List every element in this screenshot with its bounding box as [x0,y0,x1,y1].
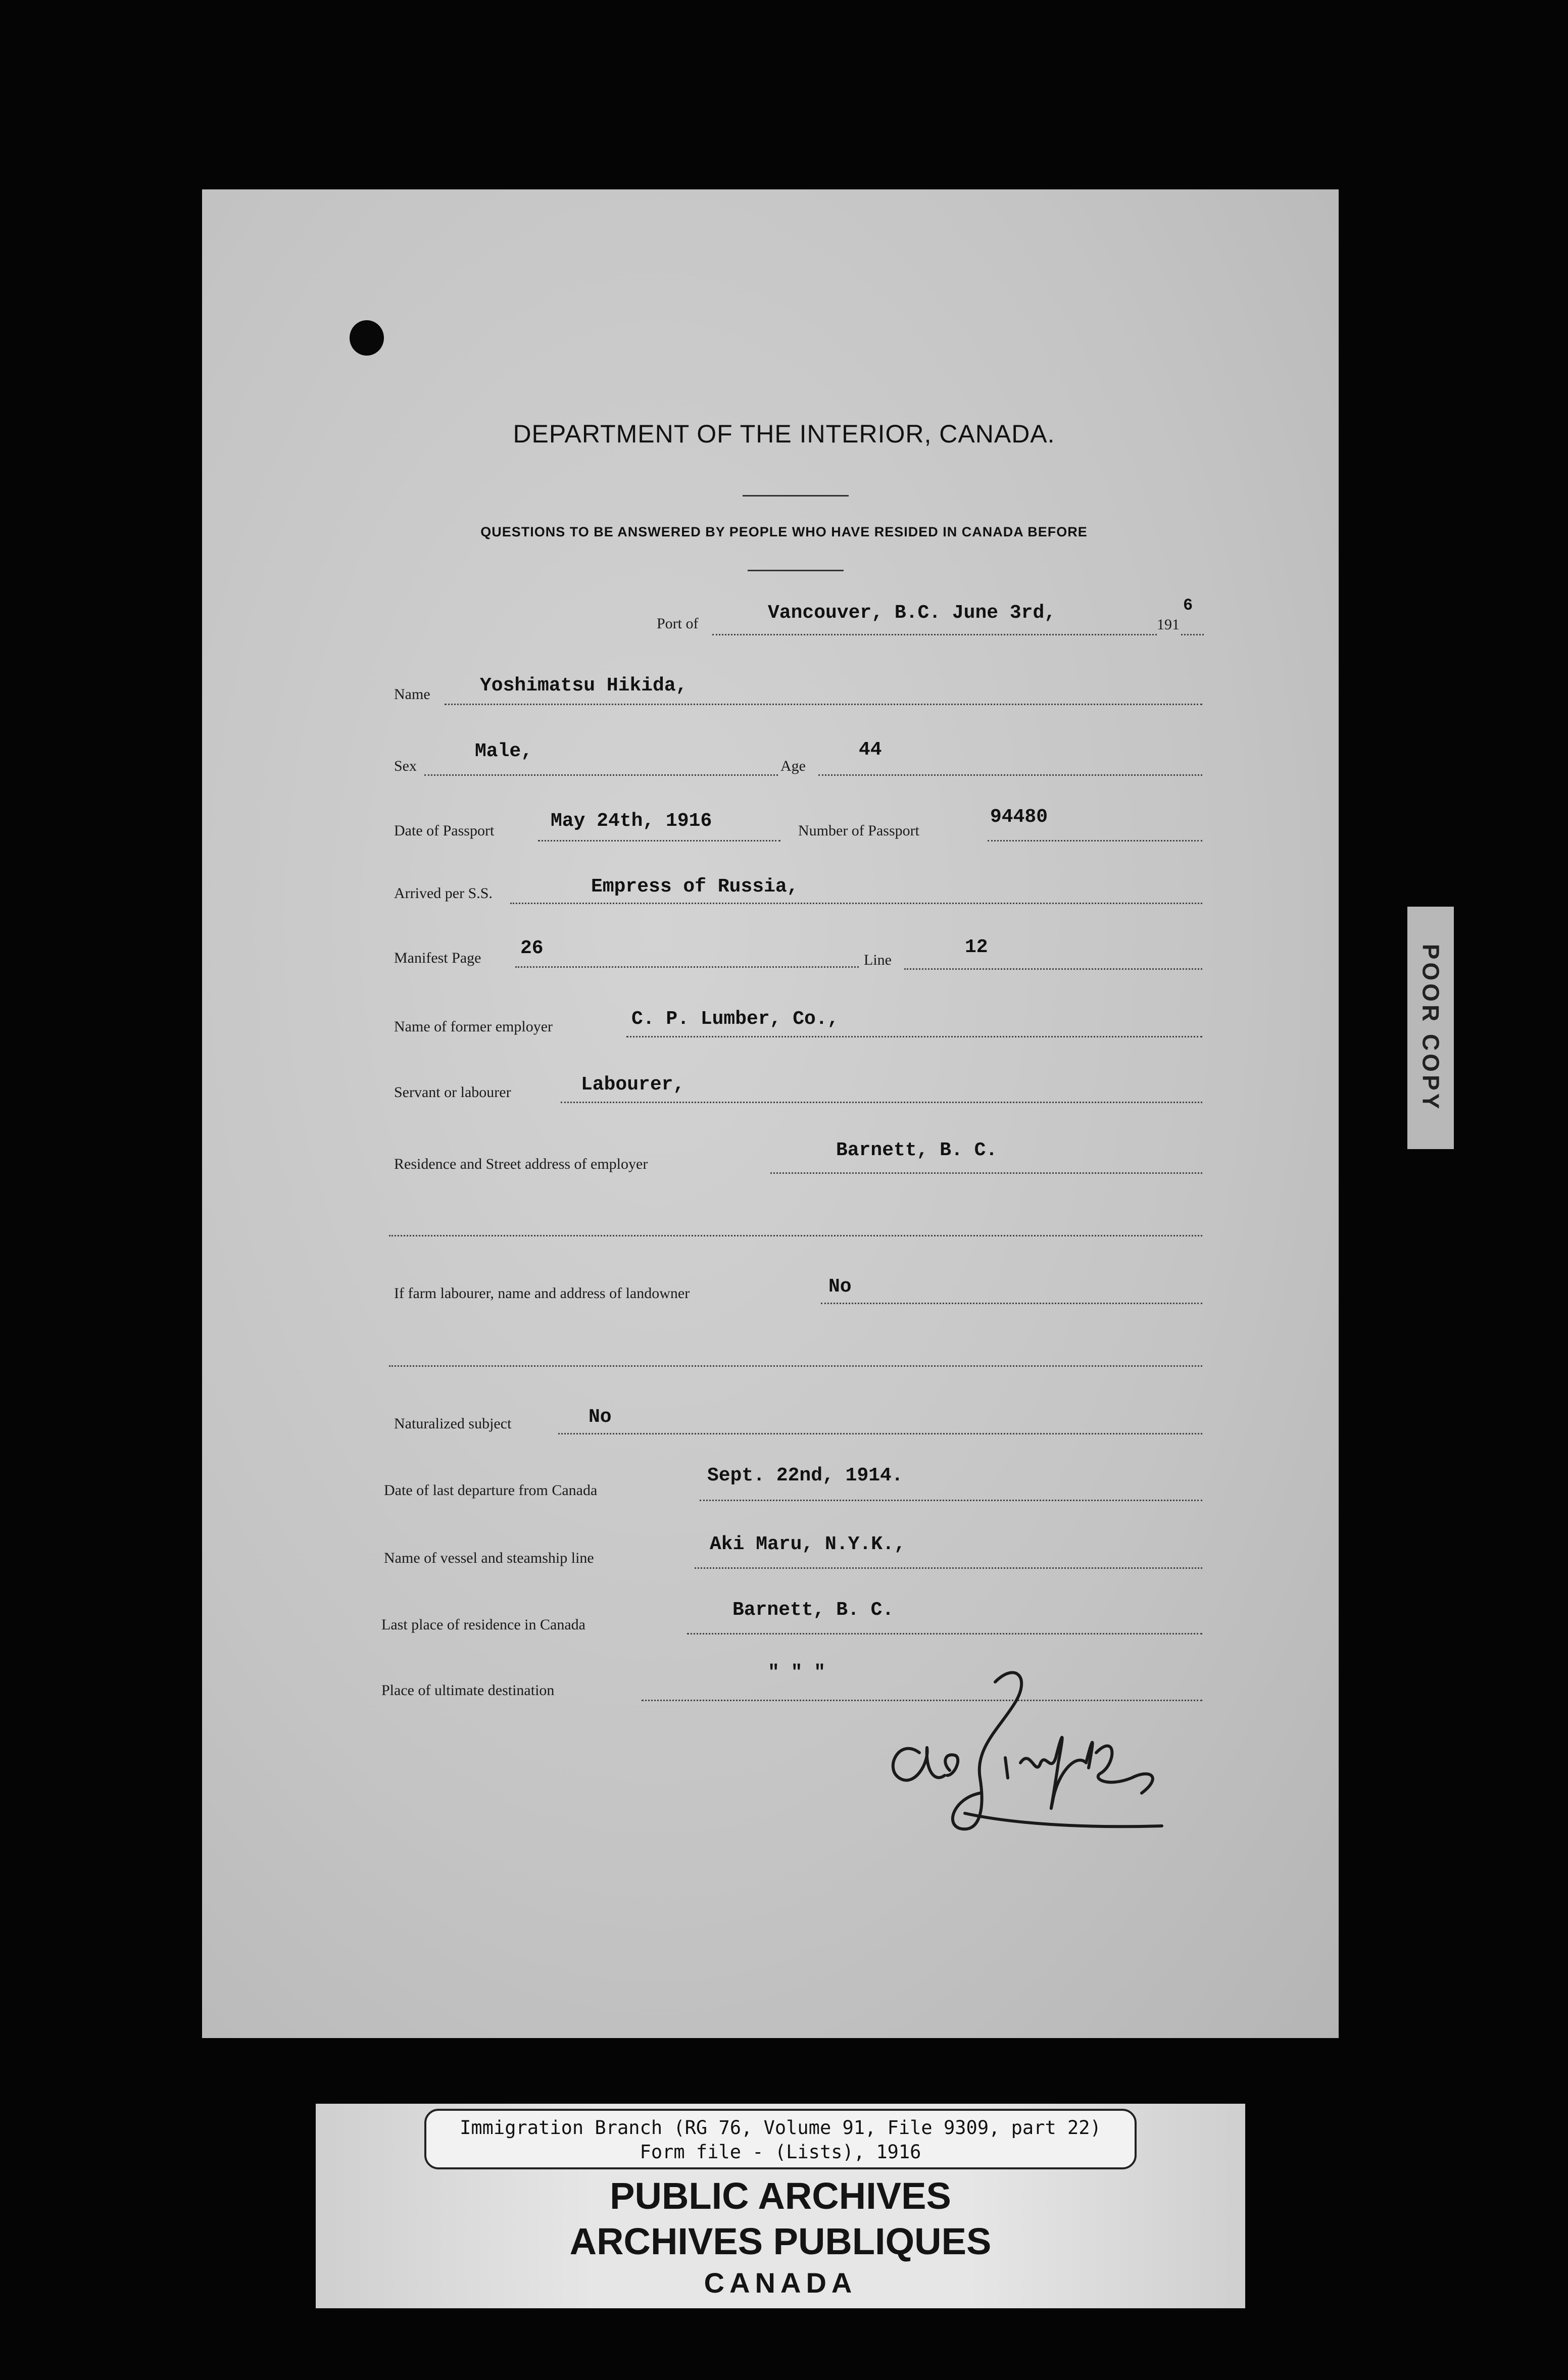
servant-line [561,1102,1202,1103]
passport-date-line [538,840,780,841]
archives-publiques: ARCHIVES PUBLIQUES [569,2220,992,2262]
residence-value: Barnett, B. C. [836,1139,998,1161]
subtitle-divider [748,570,844,571]
form-subtitle: QUESTIONS TO BE ANSWERED BY PEOPLE WHO HAVE RESIDED IN CANADA BEFORE [480,524,1088,539]
naturalized-value: No [589,1406,612,1428]
passport-number-line [988,840,1202,841]
sex-label: Sex [394,758,417,774]
year-line [1181,634,1204,635]
line-label: Line [864,952,892,968]
last-residence-line [687,1633,1202,1634]
port-label: Port of [657,615,699,632]
employer-value: C. P. Lumber, Co., [631,1008,839,1030]
passport-date-label: Date of Passport [394,822,495,839]
line-value: 12 [965,936,988,958]
manifest-label: Manifest Page [394,950,481,966]
farm-line [821,1303,1202,1304]
public-archives: PUBLIC ARCHIVES [610,2175,951,2217]
name-line [445,704,1202,705]
arrived-label: Arrived per S.S. [394,885,493,902]
naturalized-label: Naturalized subject [394,1415,512,1432]
age-label: Age [780,758,806,774]
canada-label: CANADA [704,2267,857,2299]
last-residence-value: Barnett, B. C. [732,1599,894,1621]
residence-line [770,1172,1202,1174]
punch-hole [350,320,384,356]
passport-date-value: May 24th, 1916 [551,810,712,832]
year-prefix: 191 [1157,616,1180,633]
sex-line [424,774,778,776]
farm-line-2 [389,1365,1202,1367]
name-label: Name [394,686,430,703]
vessel-value: Aki Maru, N.Y.K., [710,1533,906,1555]
arrived-value: Empress of Russia, [591,876,799,898]
reference-line-2: Form file - (Lists), 1916 [640,2141,921,2163]
manifest-line [515,966,859,968]
manifest-value: 26 [520,937,544,959]
employer-line [626,1036,1202,1037]
poor-copy-label: POOR COPY [1407,907,1454,1149]
reference-box [424,2109,1137,2169]
title-divider [743,495,849,497]
departure-label: Date of last departure from Canada [384,1482,598,1499]
farm-value: No [828,1276,852,1298]
port-line [712,634,1157,635]
employer-label: Name of former employer [394,1018,553,1035]
destination-value: " " " [768,1662,826,1683]
passport-number-label: Number of Passport [798,822,919,839]
age-value: 44 [859,739,882,761]
age-line [818,774,1202,776]
reference-line-1: Immigration Branch (RG 76, Volume 91, File 9309, part 22) [460,2117,1101,2139]
vessel-line [695,1567,1202,1569]
servant-label: Servant or labourer [394,1084,511,1101]
port-value: Vancouver, B.C. June 3rd, [768,602,1056,624]
last-residence-label: Last place of residence in Canada [381,1616,585,1633]
year-suffix: 6 [1183,596,1193,615]
departure-line [700,1500,1202,1501]
farm-label: If farm labourer, name and address of landowner [394,1285,690,1302]
servant-value: Labourer, [581,1074,685,1096]
sex-value: Male, [475,740,533,762]
arrived-line [510,903,1202,904]
passport-number-value: 94480 [990,806,1048,828]
department-title: DEPARTMENT OF THE INTERIOR, CANADA. [513,420,1055,448]
signature [879,1662,1202,1854]
archive-label [316,2104,1245,2308]
residence-line-2 [389,1235,1202,1236]
destination-label: Place of ultimate destination [381,1682,555,1699]
naturalized-line [558,1433,1202,1434]
vessel-label: Name of vessel and steamship line [384,1550,594,1566]
departure-value: Sept. 22nd, 1914. [707,1465,903,1486]
line-line [904,968,1202,970]
name-value: Yoshimatsu Hikida, [480,675,688,697]
residence-label: Residence and Street address of employer [394,1156,648,1172]
